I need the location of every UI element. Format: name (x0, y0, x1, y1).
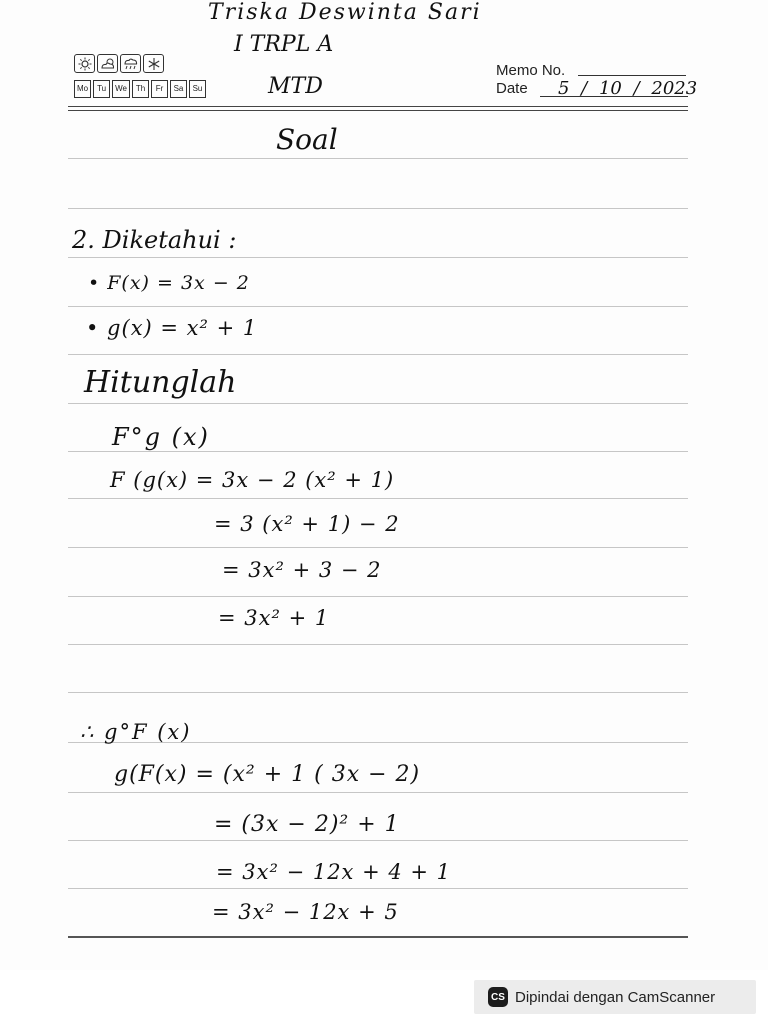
ruled-line (68, 451, 688, 452)
day-selector (74, 80, 206, 98)
given-heading: 2. Diketahui : (72, 226, 237, 254)
gof-step: = 3x² − 12x + 5 (212, 900, 399, 924)
memo-label: Memo No. (496, 62, 566, 79)
student-name: Triska Deswinta Sari (208, 0, 482, 25)
ruled-line (68, 403, 688, 404)
date-label: Date (496, 80, 528, 97)
day-box: Mo (74, 80, 91, 98)
gof-step: g(F(x) = (x² + 1 ( 3x − 2) (114, 762, 421, 787)
given-f: • F(x) = 3x − 2 (88, 272, 250, 294)
ruled-line (68, 257, 688, 258)
gof-step: = (3x − 2)² + 1 (214, 812, 400, 837)
subject-label: MTD (268, 74, 323, 99)
ruled-line (68, 208, 688, 209)
page-title: Soal (276, 123, 338, 156)
ruled-line (68, 158, 688, 159)
header-rule (68, 110, 688, 111)
fog-step: F (g(x) = 3x − 2 (x² + 1) (110, 468, 395, 492)
day-box: Fr (151, 80, 168, 98)
sun-icon (74, 54, 95, 73)
snow-icon (143, 54, 164, 73)
ruled-line (68, 306, 688, 307)
fog-label: F°g (x) (112, 423, 210, 451)
date-value: 5 / 10 / 2023 (558, 78, 698, 99)
given-g: • g(x) = x² + 1 (86, 316, 258, 340)
ruled-line (68, 692, 688, 693)
compute-heading: Hitunglah (84, 365, 237, 400)
day-box: Sa (170, 80, 187, 98)
fog-step: = 3x² + 1 (218, 606, 330, 630)
ruled-line (68, 596, 688, 597)
gof-label: ∴ g°F (x) (80, 720, 192, 744)
header-rule (68, 106, 688, 107)
ruled-line (68, 547, 688, 548)
partly-cloudy-icon (97, 54, 118, 73)
ruled-line (68, 840, 688, 841)
ruled-line (68, 498, 688, 499)
fog-step: = 3x² + 3 − 2 (222, 558, 382, 582)
weather-icons (74, 54, 164, 73)
ruled-line (68, 792, 688, 793)
day-box: We (112, 80, 130, 98)
fog-step: = 3 (x² + 1) − 2 (214, 512, 400, 536)
ruled-line (68, 644, 688, 645)
day-box: Tu (93, 80, 110, 98)
memo-line (578, 75, 686, 76)
ruled-line (68, 888, 688, 889)
camscanner-label: Dipindai dengan CamScanner (515, 988, 716, 1006)
gof-step: = 3x² − 12x + 4 + 1 (216, 860, 452, 884)
day-box: Su (189, 80, 206, 98)
student-class: I TRPL A (234, 32, 334, 57)
day-box: Th (132, 80, 149, 98)
ruled-line (68, 936, 688, 938)
camscanner-watermark (474, 980, 756, 1014)
camscanner-logo-icon: CS (488, 987, 508, 1007)
rain-icon (120, 54, 141, 73)
ruled-line (68, 354, 688, 355)
